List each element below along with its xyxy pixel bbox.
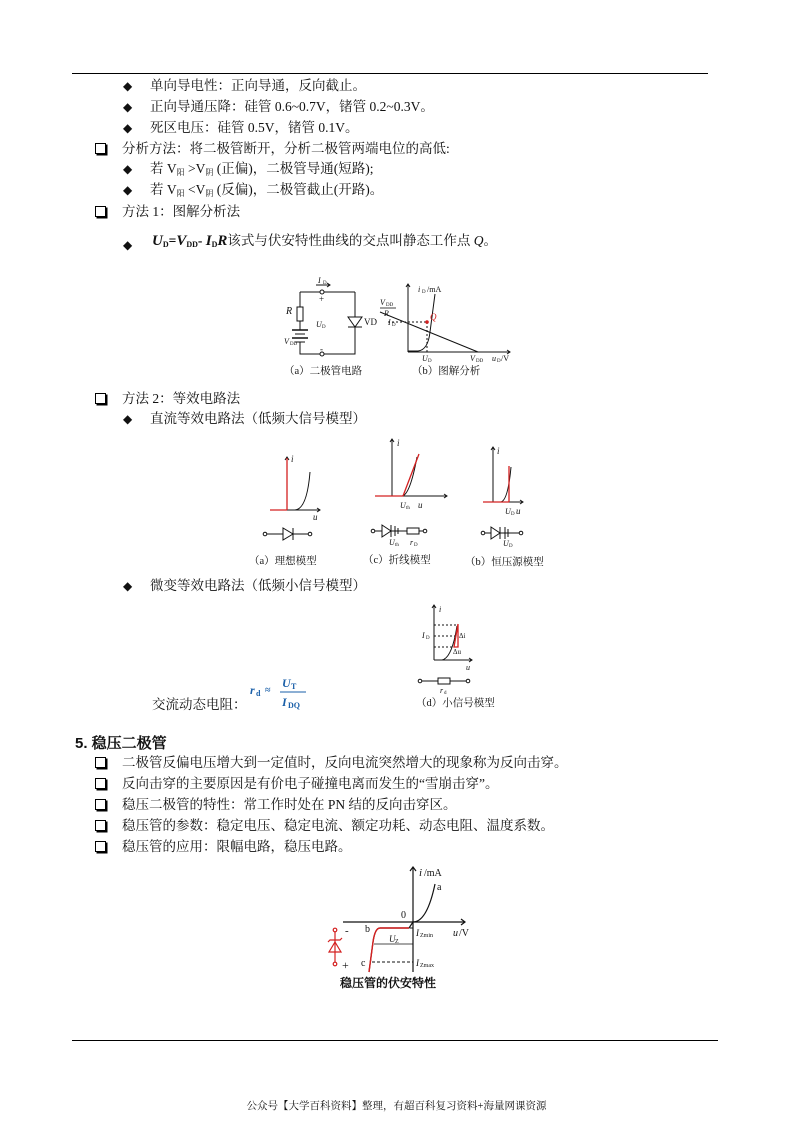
sub: D (422, 290, 426, 295)
label: U (422, 354, 428, 363)
t: 。 (483, 233, 498, 248)
caption-constant-voltage: （b）恒压源模型 (465, 557, 544, 568)
label-ID: I (318, 276, 321, 285)
izmax-label: I (416, 958, 419, 968)
t: = (168, 233, 177, 248)
sub: D (511, 512, 515, 517)
bullet-text: 死区电压：硅管 0.5V，锗管 0.1V。 (150, 120, 359, 135)
u-axis-label: u (516, 506, 521, 516)
sub: 阴 (205, 189, 214, 198)
rd-label: r (440, 686, 444, 695)
unit: /V (459, 928, 469, 939)
text: 若 V (150, 161, 177, 176)
diamond-bullet-icon: ◆ (123, 121, 133, 135)
sub: D (428, 359, 432, 364)
bullet-text: 单向导电性：正向导通，反向截止。 (150, 78, 366, 93)
sub: D (414, 543, 418, 548)
sub: Z (395, 939, 399, 945)
numerator: U (282, 676, 291, 690)
caption-b: （b）图解分析 (412, 366, 481, 377)
t: R (217, 233, 228, 249)
footer-text: 公众号【大学百科资料】整理，有超百科复习资料+海量网课资源 (246, 1101, 547, 1112)
diamond-bullet-icon: ◆ (123, 238, 133, 252)
list-item: 反向击穿的主要原因是有价电子碰撞电离而发生的“雪崩击穿”。 (122, 776, 499, 791)
text: (正偏)，二极管导通(短路); (213, 161, 374, 176)
sub: D (509, 544, 513, 549)
text: <V (184, 182, 206, 197)
checkbox-bullet-icon (95, 778, 106, 789)
label-UD: U (316, 320, 322, 329)
small-signal-text: 微变等效电路法（低频小信号模型） (150, 578, 366, 593)
sub: d (256, 689, 261, 698)
t: D (162, 240, 169, 249)
ud-label: U (505, 507, 511, 516)
i-axis-label: i (291, 454, 294, 464)
zener-iv-figure (325, 862, 485, 992)
t: D (211, 240, 218, 249)
diamond-bullet-icon: ◆ (123, 579, 133, 593)
diamond-bullet-icon: ◆ (123, 162, 133, 176)
sub: 阳 (176, 168, 185, 177)
u-axis-label: u (418, 500, 423, 510)
ac-resistance-label: 交流动态电阻： (152, 697, 247, 712)
label-VD: VD (364, 317, 377, 327)
diamond-bullet-icon: ◆ (123, 100, 133, 114)
q-point-label: Q (430, 312, 437, 322)
list-item: 稳压管的应用：限幅电路，稳压电路。 (122, 839, 352, 854)
t: DD (186, 240, 198, 249)
label: V (380, 298, 385, 307)
sub: th (406, 506, 410, 511)
checkbox-bullet-icon (95, 206, 106, 217)
label: I (388, 318, 391, 327)
t: V (176, 233, 187, 249)
text: >V (184, 161, 206, 176)
t: - (197, 233, 206, 248)
uz-label: U (389, 934, 396, 944)
id-label: I (422, 631, 425, 640)
list-item: 稳压管的参数：稳定电压、稳定电流、额定功耗、动态电阻、温度系数。 (122, 818, 554, 833)
uth-label: U (389, 538, 395, 547)
sub: T (291, 682, 297, 691)
unit: /mA (424, 868, 442, 879)
checkbox-bullet-icon (95, 757, 106, 768)
u-axis-label: u (466, 663, 470, 672)
sub: D (497, 359, 501, 364)
sub: DD (476, 359, 484, 364)
label: R (384, 309, 389, 318)
caption-piecewise: （c）折线模型 (363, 555, 431, 566)
caption-ideal: （a）理想模型 (249, 556, 317, 567)
ud-label: U (503, 539, 509, 548)
denominator: I (282, 695, 287, 709)
dc-model-text: 直流等效电路法（低频大信号模型） (150, 411, 366, 426)
text: (反偏)，二极管截止(开路)。 (213, 182, 384, 197)
point-b: b (365, 924, 370, 935)
y-axis-label: i (419, 867, 423, 879)
label-VDD: V (284, 337, 289, 346)
analysis-text: 分析方法：将二极管断开，分析二极管两端电位的高低: (122, 141, 450, 156)
y-axis-label: i (418, 285, 421, 294)
x-axis-label: u (492, 354, 496, 363)
diode-circuit-figure (280, 272, 520, 382)
diamond-bullet-icon: ◆ (123, 183, 133, 197)
r: r (250, 683, 255, 697)
point-c: c (361, 958, 366, 969)
caption-a: （a）二极管电路 (284, 366, 363, 377)
u-axis-label: u (313, 512, 318, 522)
checkbox-bullet-icon (95, 393, 106, 404)
checkbox-bullet-icon (95, 143, 106, 154)
unit: /V (501, 354, 509, 363)
delta-u-label: Δu (453, 648, 462, 656)
header-rule (72, 73, 708, 74)
x-axis-label: u (453, 928, 458, 939)
t: U (152, 233, 163, 249)
section-heading: 5. 稳压二极管 (75, 735, 167, 752)
approx: ≈ (265, 685, 271, 696)
diamond-bullet-icon: ◆ (123, 79, 133, 93)
checkbox-bullet-icon (95, 799, 106, 810)
sub: D (323, 281, 327, 286)
label-R: R (286, 306, 293, 317)
i-axis-label: i (439, 605, 442, 614)
sub: DD (290, 342, 298, 347)
i-axis-label: i (497, 446, 500, 456)
izmin-label: I (416, 928, 419, 938)
label: V (470, 354, 475, 363)
t: Q (473, 233, 484, 248)
minus-sign: - (345, 925, 349, 937)
rd-label: r (410, 538, 414, 547)
ac-resistance-formula (250, 674, 310, 714)
sub: D (392, 323, 396, 328)
bias-reverse (150, 182, 383, 202)
sub: DD (386, 303, 394, 308)
checkbox-bullet-icon (95, 841, 106, 852)
checkbox-bullet-icon (95, 820, 106, 831)
sub: 阴 (205, 168, 214, 177)
t: 该式与伏安特性曲线的交点叫静态工作点 (227, 233, 471, 248)
dc-models-figure (249, 432, 555, 572)
plus-sign: + (342, 958, 349, 972)
footer-rule (72, 1040, 718, 1041)
bias-forward (150, 161, 373, 181)
point-a: a (437, 882, 442, 893)
origin: 0 (401, 910, 406, 921)
sub: Zmax (420, 963, 434, 969)
diamond-bullet-icon: ◆ (123, 412, 133, 426)
method1-text: 方法 1：图解分析法 (122, 204, 241, 219)
i-axis-label: i (397, 438, 400, 448)
sub: DQ (288, 701, 300, 710)
t: I (205, 233, 212, 249)
sub: th (395, 543, 399, 548)
label-plus: + (319, 294, 325, 304)
delta-i-label: Δi (459, 632, 466, 640)
method2-text: 方法 2：等效电路法 (122, 391, 241, 406)
caption-small-signal: （d）小信号模型 (416, 698, 495, 709)
text: 若 V (150, 182, 177, 197)
list-item: 二极管反偏电压增大到一定值时，反向电流突然增大的现象称为反向击穿。 (122, 755, 568, 770)
sub: Zmin (420, 933, 433, 939)
sub: D (426, 636, 430, 641)
sub: 阳 (176, 189, 185, 198)
small-signal-figure (412, 600, 522, 712)
caption-zener: 稳压管的伏安特性 (340, 976, 437, 990)
sub: D (322, 325, 326, 330)
uth-label: U (400, 501, 406, 510)
list-item: 稳压二极管的特性：常工作时处在 PN 结的反向击穿区。 (122, 797, 457, 812)
bullet-text: 正向导通压降：硅管 0.6~0.7V，锗管 0.2~0.3V。 (150, 99, 434, 114)
label-minus: - (320, 344, 323, 354)
unit: /mA (427, 285, 442, 294)
load-line-formula (152, 233, 497, 253)
sub: d (444, 691, 447, 696)
